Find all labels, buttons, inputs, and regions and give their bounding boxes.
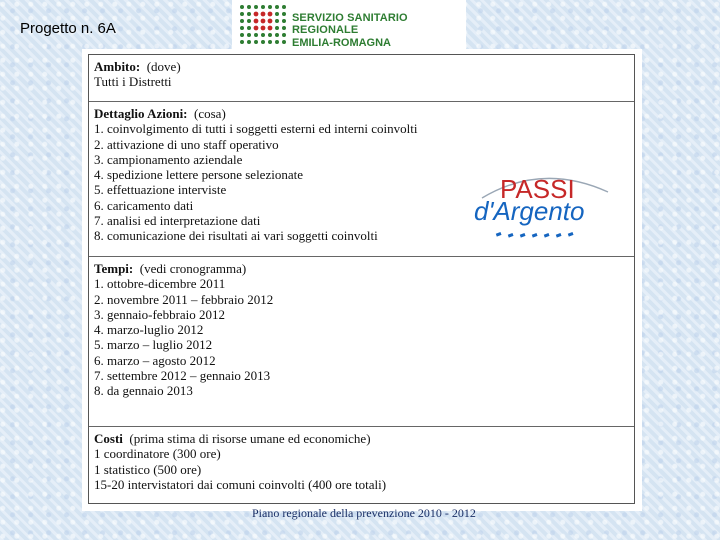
section-heading: Ambito: [94, 59, 141, 74]
section-note: (prima stima di risorse umane ed economiche) [129, 431, 371, 446]
logo-line-2: EMILIA-ROMAGNA [292, 37, 391, 49]
section-heading: Dettaglio Azioni: [94, 106, 188, 121]
list-item: 2. novembre 2011 – febbraio 2012 [94, 291, 274, 307]
list-item: 3. campionamento aziendale [94, 151, 243, 167]
dargento-word: d'Argento [474, 196, 585, 226]
list-item: 15-20 intervistatori dai comuni coinvolti (400 ore totali) [94, 476, 387, 492]
list-item: 4. marzo-luglio 2012 [94, 322, 204, 338]
list-item: 6. marzo – agosto 2012 [94, 352, 216, 368]
project-table [88, 54, 635, 504]
slide-title: Progetto n. 6A [20, 20, 116, 37]
list-item: Tutti i Distretti [94, 74, 172, 90]
section-costi [89, 427, 634, 505]
list-item: 1 coordinatore (300 ore) [94, 446, 221, 462]
section-heading: Tempi: [94, 261, 134, 276]
list-item: 1 statistico (500 ore) [94, 461, 202, 477]
list-item: 5. marzo – luglio 2012 [94, 337, 213, 353]
list-item: 5. effettuazione interviste [94, 182, 227, 198]
list-item: 3. gennaio-febbraio 2012 [94, 306, 226, 322]
list-item: 7. settembre 2012 – gennaio 2013 [94, 368, 271, 384]
logo-line-1: SERVIZIO SANITARIO REGIONALE [292, 12, 408, 36]
section-note: (vedi cronogramma) [139, 261, 247, 276]
list-item: 2. attivazione di uno staff operativo [94, 136, 279, 152]
section-heading: Costi [94, 431, 123, 446]
list-item: 1. coinvolgimento di tutti i soggetti esterni ed interni coinvolti [94, 121, 418, 137]
footer-text: Piano regionale della prevenzione 2010 - 2012 [252, 506, 476, 520]
list-item: 4. spedizione lettere persone selezionate [94, 167, 303, 183]
passi-word: PASSI [500, 174, 575, 204]
logo-dots-icon [236, 2, 288, 48]
passi-dargento-logo [470, 168, 615, 248]
list-item: 1. ottobre-dicembre 2011 [94, 276, 226, 292]
list-item: 8. comunicazione dei risultati ai vari soggetti coinvolti [94, 228, 378, 244]
section-note: (cosa) [194, 106, 226, 121]
list-item: 8. da gennaio 2013 [94, 383, 193, 399]
list-item: 7. analisi ed interpretazione dati [94, 213, 261, 229]
section-ambito [89, 55, 634, 102]
regional-health-logo [232, 0, 466, 50]
section-tempi [89, 257, 634, 427]
list-item: 6. caricamento dati [94, 197, 194, 213]
section-note: (dove) [146, 59, 181, 74]
